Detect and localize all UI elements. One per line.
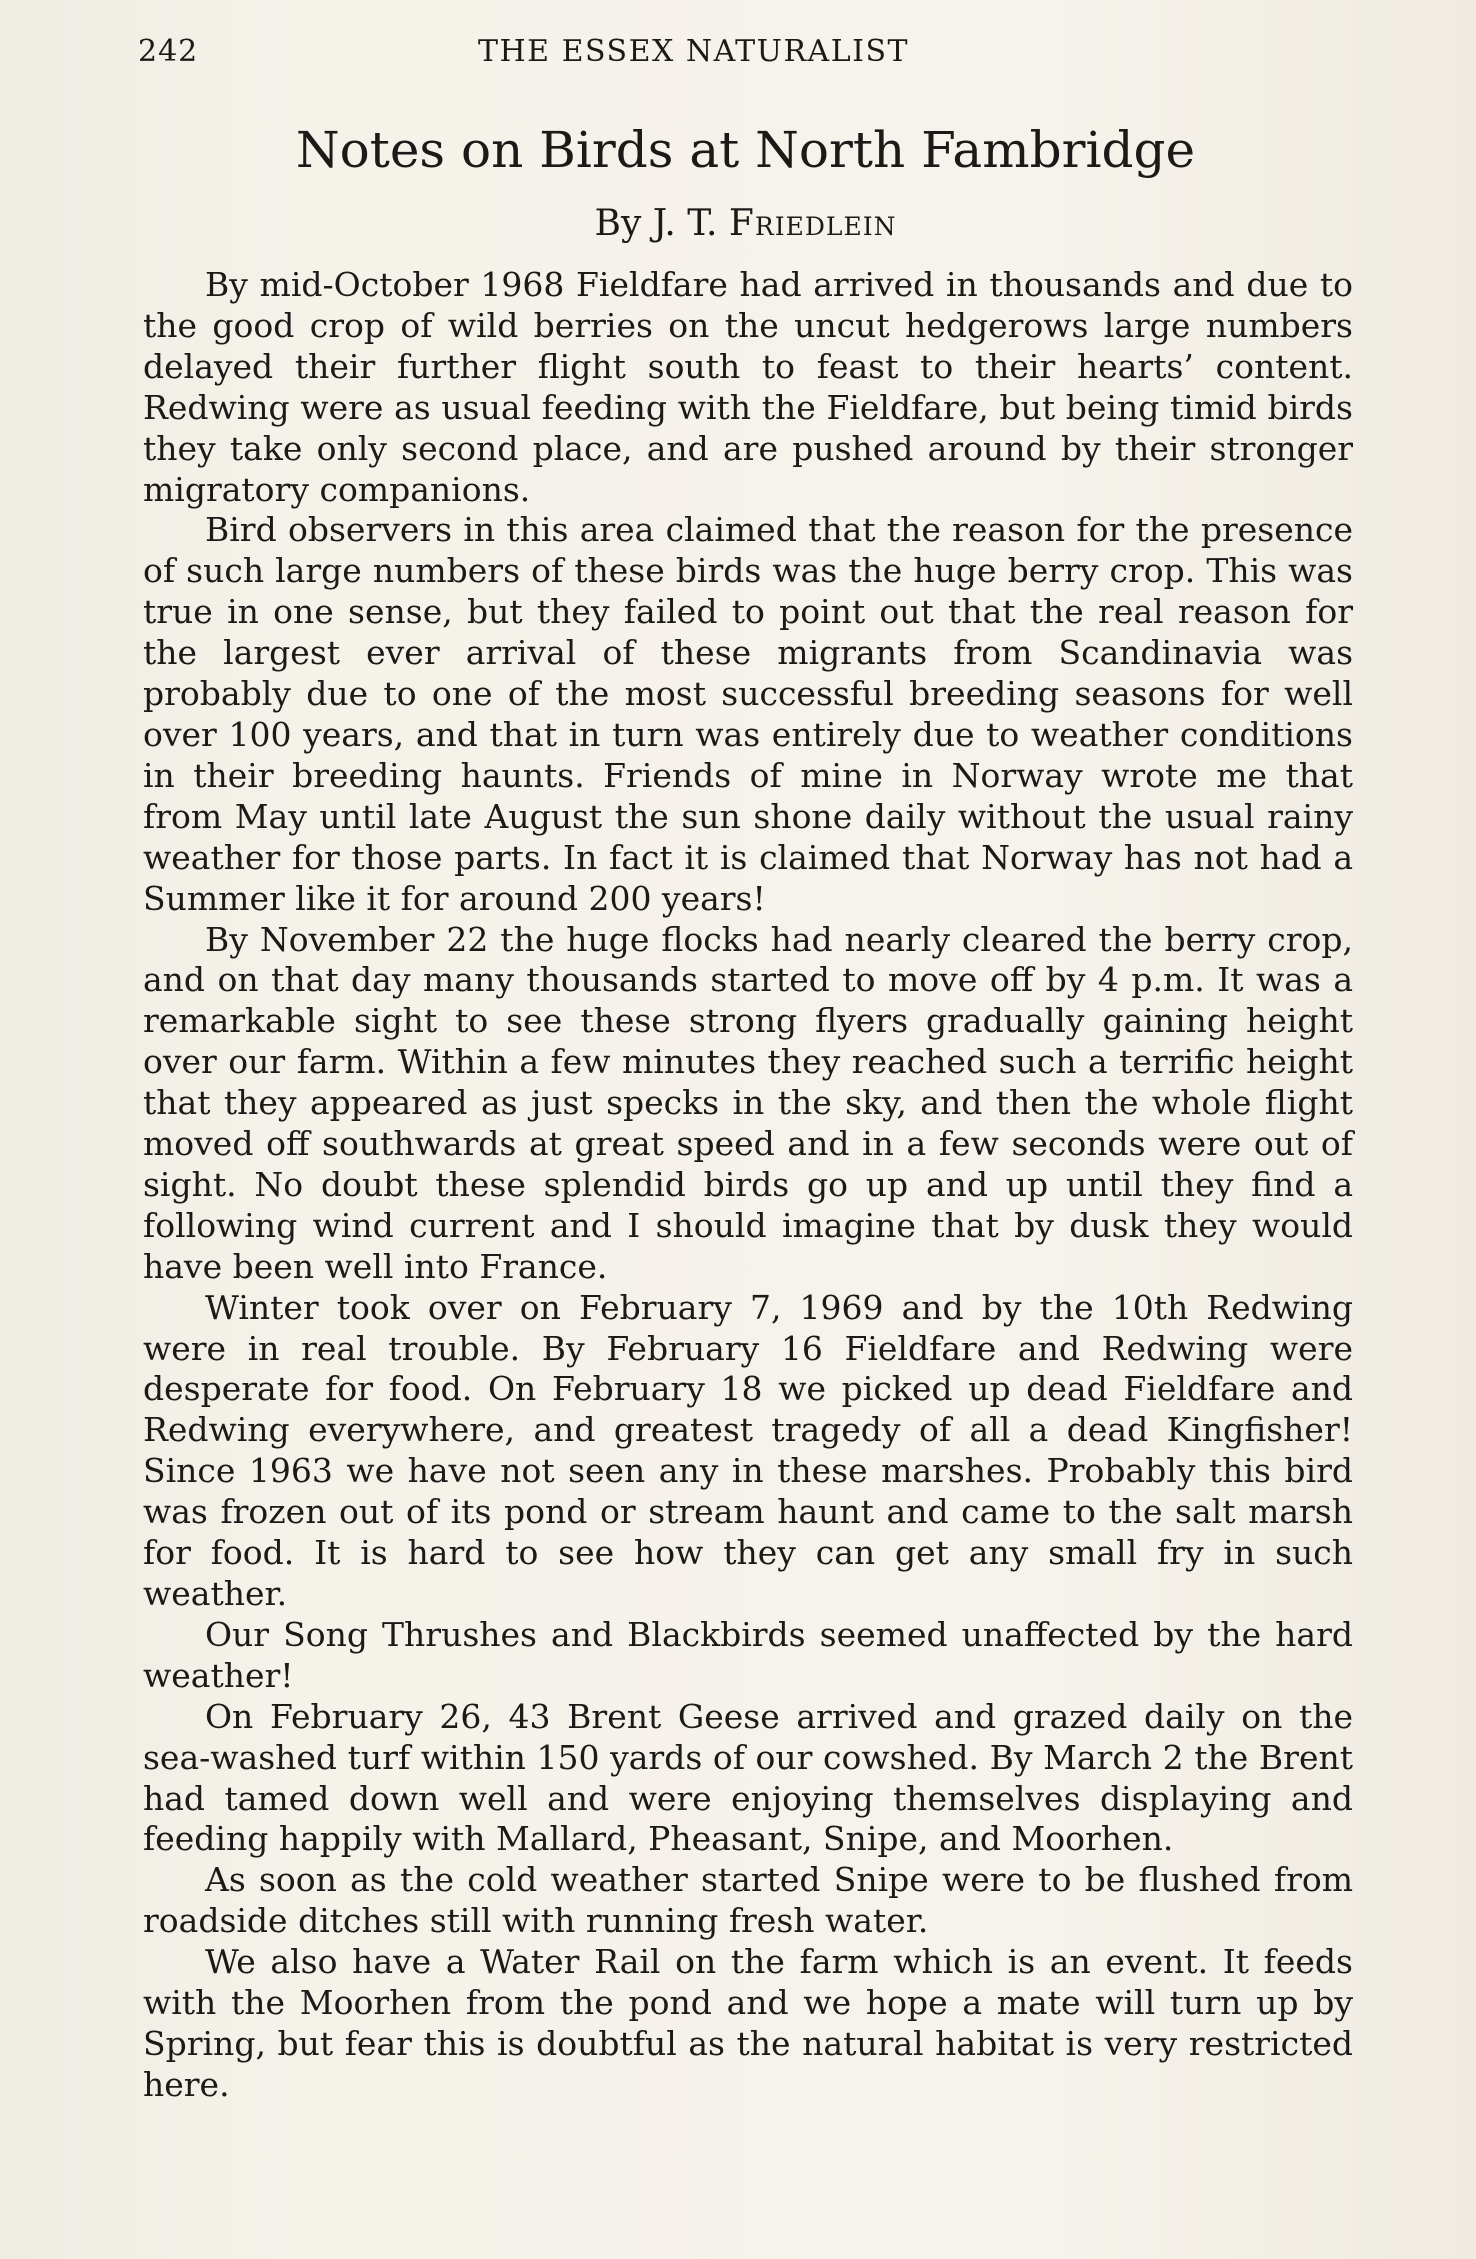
paragraph: By mid-October 1968 Fieldfare had arrived in thousands and due to the good crop of wild berries on the uncut hedgerows large numbers delayed their further flight south to feast to their hearts’ content. Redwing were as usual feeding with the Fieldfare, but being timid birds they take only second place, and are pushed around by their stronger migratory companions. [143,265,1353,509]
article-title: Notes on Birds at North Fambridge [295,121,1196,179]
byline-prefix: By J. T. [594,203,718,244]
paragraph: By November 22 the huge flocks had nearly cleared the berry crop, and on that day many thousands started to move off by 4 p.m. It was a remarkable sight to see these strong flyers gradually gaining height over our farm. Within a few minutes they reached such a terrific height that they appeared as just specks in the sky, and then the whole flight moved off southwards at great speed and in a few seconds were out of sight. No doubt these splendid birds go up and up until they find a following wind current and I should imagine that by dusk they would have been well into France. [143,919,1353,1286]
paragraph: We also have a Water Rail on the farm which is an event. It feeds with the Moorhen from the pond and we hope a mate will turn up by Spring, but fear this is doubtful as the natural habitat is very restricted here. [143,1942,1353,2104]
byline [138,203,1353,245]
paragraph: Our Song Thrushes and Blackbirds seemed unaffected by the hard weather! [143,1614,1353,1695]
article-body [143,265,1353,2106]
running-head [138,34,1368,78]
journal-name: THE ESSEX NATURALIST [478,34,910,69]
paragraph: Winter took over on February 7, 1969 and by the 10th Redwing were in real trouble. By February 16 Fieldfare and Redwing were desperate for food. On February 18 we picked up dead Fieldfare and Redwing everywhere, and greatest tragedy of all a dead Kingfisher! Since 1963 we have not seen any in these marshes. Probably this bird was frozen out of its pond or stream haunt and came to the salt marsh for food. It is hard to see how they can get any small fry in such weather. [143,1287,1353,1613]
paragraph: As soon as the cold weather started Snipe were to be flushed from roadside ditches still with running fresh water. [143,1860,1353,1941]
page-number: 242 [138,34,199,69]
author-name: Friedlein [728,203,897,244]
paragraph: Bird observers in this area claimed that the reason for the presence of such large numbers of these birds was the huge berry crop. This was true in one sense, but they failed to point out that the real reason for the largest ever arrival of these migrants from Scandinavia was probably due to one of the most successful breeding seasons for well over 100 years, and that in turn was entirely due to weather conditions in their breeding haunts. Friends of mine in Norway wrote me that from May until late August the sun shone daily without the usual rainy weather for those parts. In fact it is claimed that Norway has not had a Summer like it for around 200 years! [143,510,1353,918]
paragraph: On February 26, 43 Brent Geese arrived and grazed daily on the sea-washed turf within 150 yards of our cowshed. By March 2 the Brent had tamed down well and were enjoying themselves displaying and feeding happily with Mallard, Pheasant, Snipe, and Moorhen. [143,1696,1353,1859]
